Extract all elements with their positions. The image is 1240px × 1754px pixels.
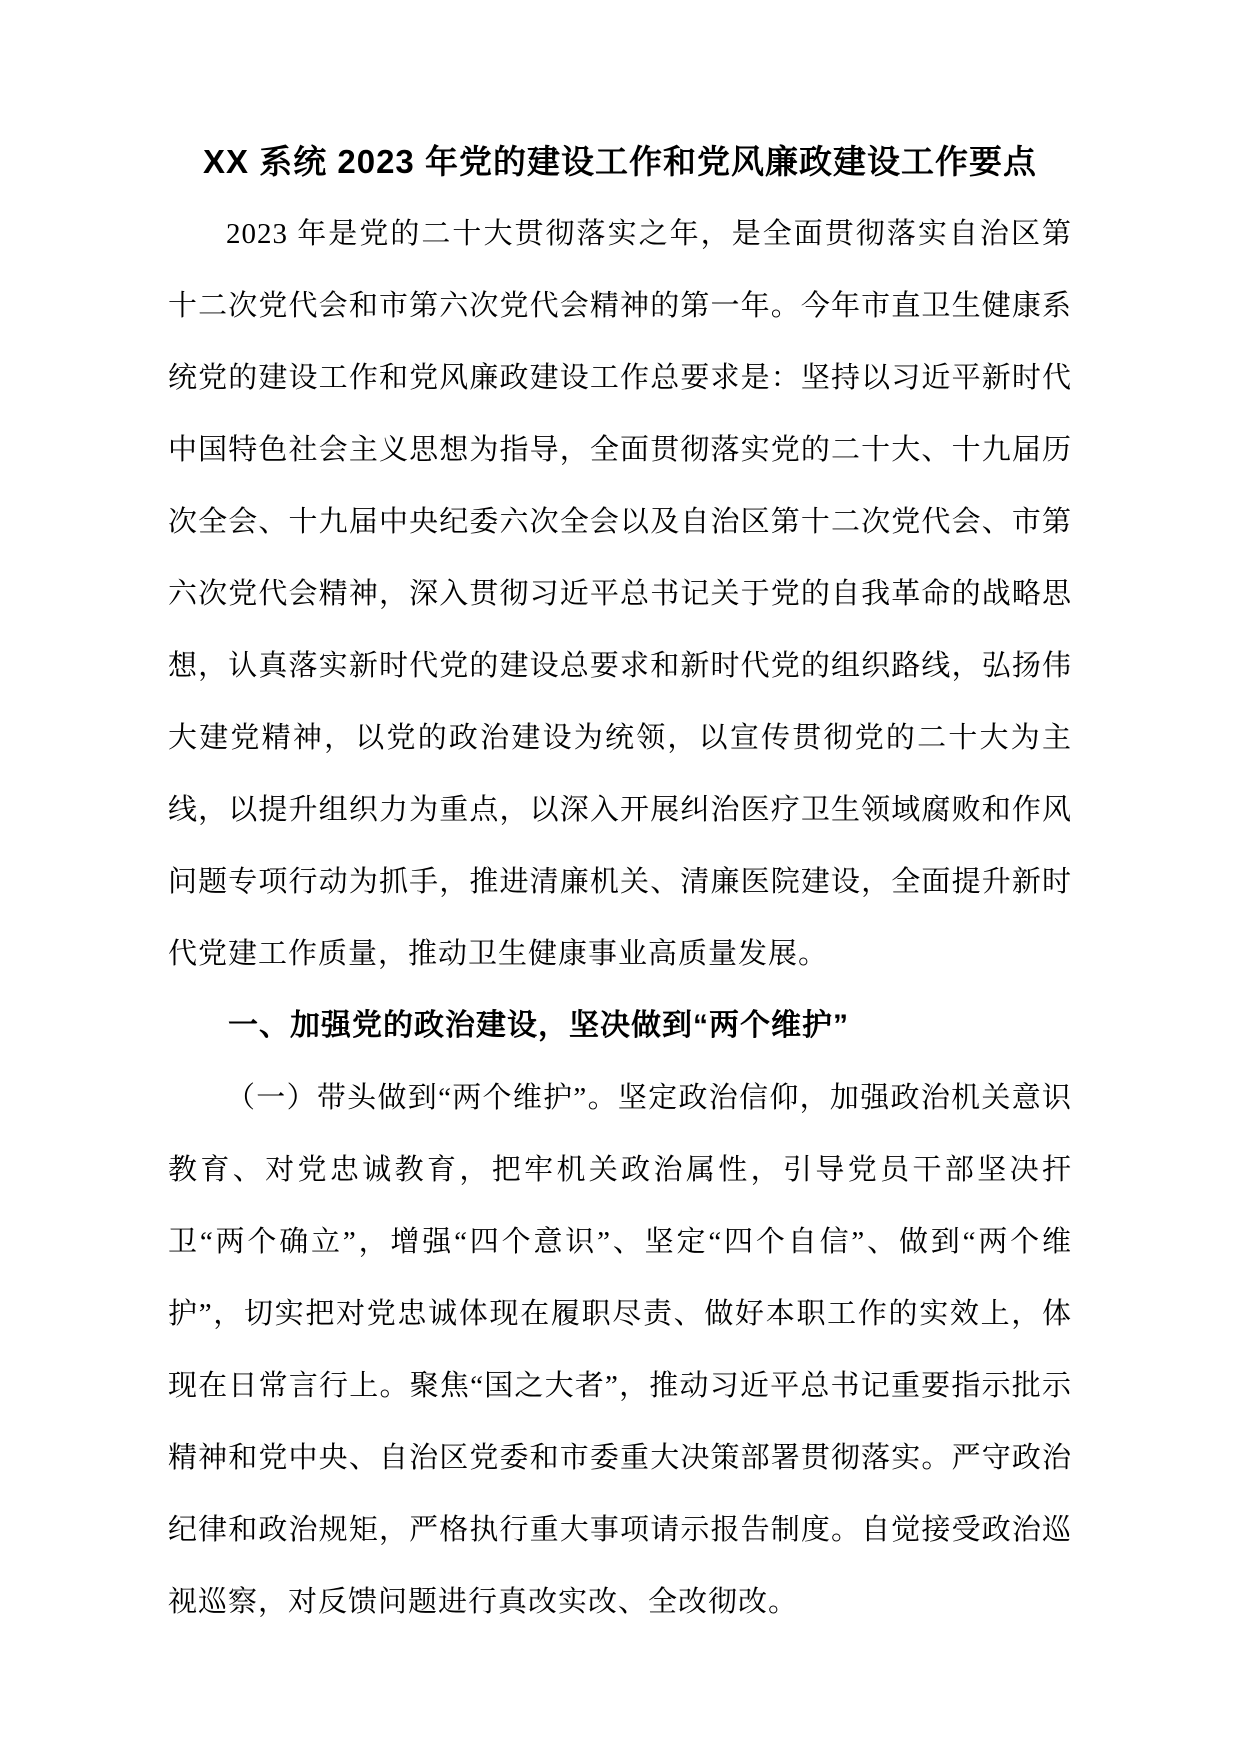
section1-heading: 一、加强党的政治建设，坚决做到“两个维护” bbox=[228, 1009, 849, 1042]
intro-paragraph: 2023 年是党的二十大贯彻落实之年，是全面贯彻落实自治区第十二次党代会和市第六次党代会精神的第一年。今年市直卫生健康系统党的建设工作和党风廉政建设工作总要求是：坚持以习近平新时代中国特色社会主义思想为指导，全面贯彻落实党的二十大、十九届历次全会、十九届中央纪委六次全会以及自治区第十二次党代会、市第六次党代会精神，深入贯彻习近平总书记关于党的自我革命的战略思想，认真落实新时代党的建设总要求和新时代党的组织路线，弘扬伟大建党精神，以党的政治建设为统领，以宣传贯彻党的二十大为主线，以提升组织力为重点，以深入开展纠治医疗卫生领域腐败和作风问题专项行动为抓手，推进清廉机关、清廉医院建设，全面提升新时代党建工作质量，推动卫生健康事业高质量发展。 bbox=[168, 218, 1072, 970]
section1-paragraph: （一）带头做到“两个维护”。坚定政治信仰，加强政治机关意识教育、对党忠诚教育，把牢机关政治属性，引导党员干部坚决扞卫“两个确立”，增强“四个意识”、坚定“四个自信”、做到“两个维护”，切实把对党忠诚体现在履职尽责、做好本职工作的实效上，体现在日常言行上。聚焦“国之大者”，推动习近平总书记重要指示批示精神和党中央、自治区党委和市委重大决策部署贯彻落实。严守政治纪律和政治规矩，严格执行重大事项请示报告制度。自觉接受政治巡视巡察，对反馈问题进行真改实改、全改彻改。 bbox=[168, 1082, 1072, 1618]
document-title: XX 系统 2023 年党的建设工作和党风廉政建设工作要点 bbox=[203, 143, 1037, 180]
